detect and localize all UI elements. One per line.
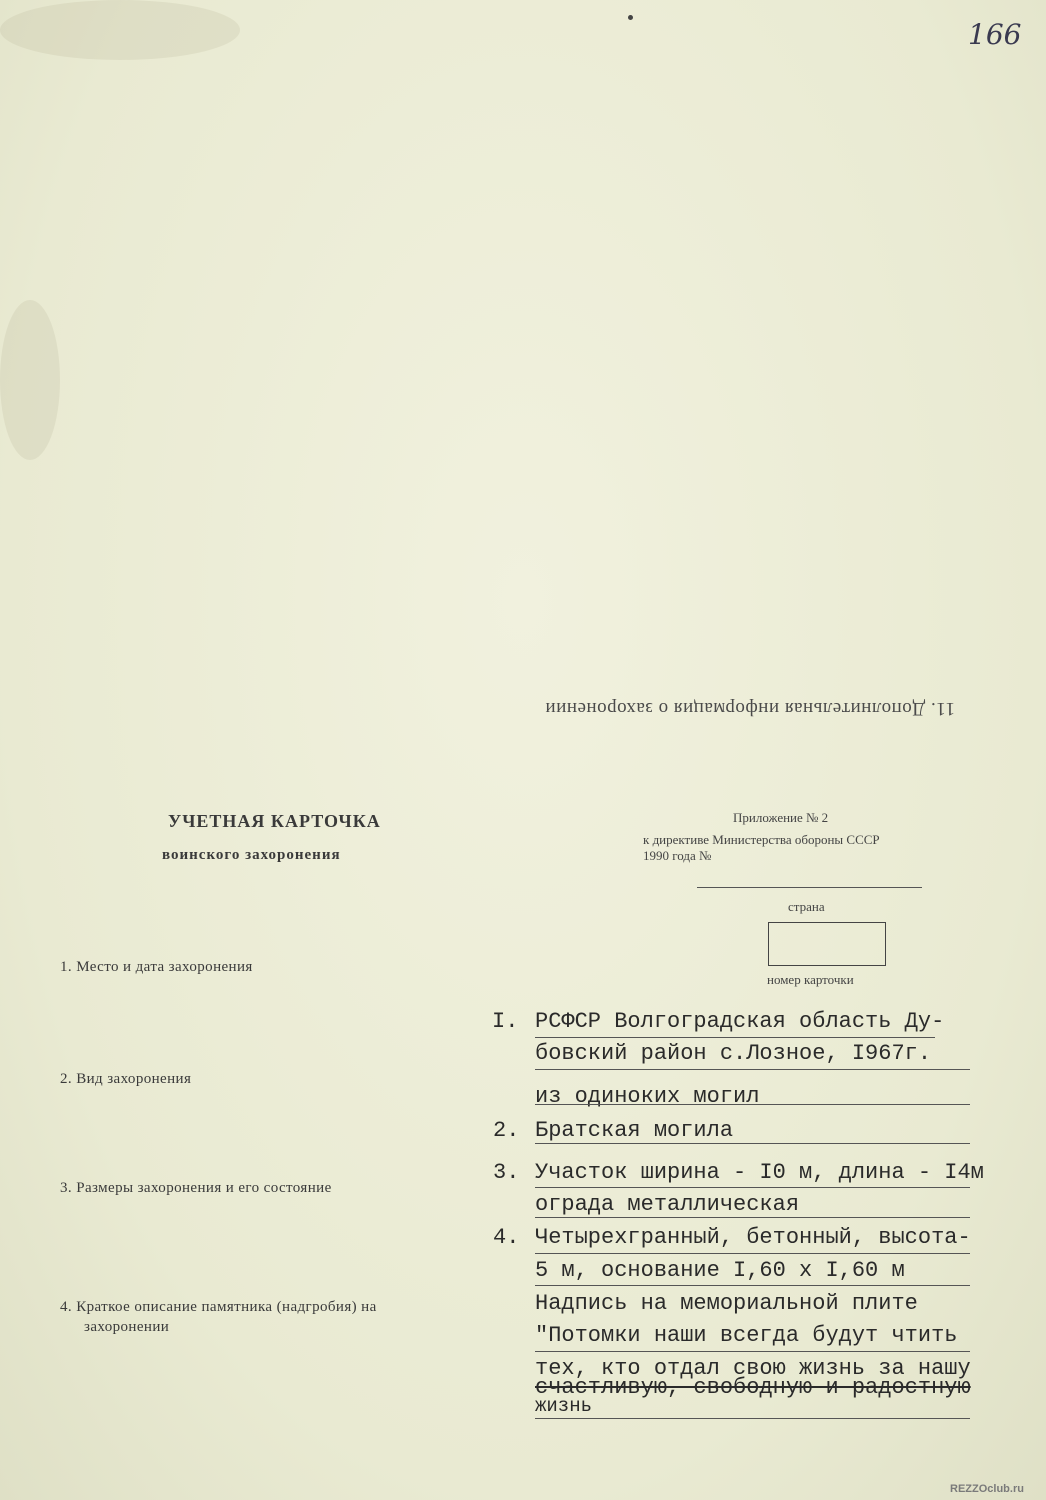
underline: [535, 1418, 970, 1419]
typed-line: Братская могила: [535, 1118, 734, 1143]
typed-line: бовский район с.Лозное, I967г.: [535, 1041, 932, 1066]
appendix-year: 1990 года №: [643, 848, 712, 863]
form-label-monument-desc: 4. Краткое описание памятника (надгробия) на: [60, 1299, 377, 1315]
mirrored-header-text: 11. Дополнительная информация о захоронении: [545, 698, 956, 719]
card-number-label: номер карточки: [767, 972, 854, 987]
watermark: REZZOclub.ru: [950, 1483, 1024, 1495]
typed-item-number: 4.: [493, 1225, 520, 1250]
typed-line: РСФСР Волгоградская область Ду-: [535, 1009, 945, 1034]
typed-item-number: 3.: [493, 1160, 520, 1185]
typed-line: из одиноких могил: [535, 1084, 760, 1109]
typed-item-number: 2.: [493, 1118, 520, 1143]
typed-line-crossed: счастливую, свободную и радостную: [535, 1375, 971, 1400]
underline: [535, 1285, 970, 1286]
typed-item-number: I.: [492, 1009, 519, 1034]
handwritten-page-number: 166: [968, 18, 1022, 51]
typed-line: Надпись на мемориальной плите: [535, 1291, 918, 1316]
typed-line: ограда металлическая: [535, 1192, 800, 1217]
form-label-burial-type: 2. Вид захоронения: [60, 1071, 192, 1087]
typed-line: тех, кто отдал свою жизнь за нашу: [535, 1356, 971, 1381]
underline: [535, 1351, 970, 1352]
underline: [535, 1253, 970, 1254]
typed-line: 5 м, основание I,60 x I,60 м: [535, 1258, 905, 1283]
country-label: страна: [788, 899, 825, 914]
underline: [535, 1069, 970, 1070]
underline: [535, 1104, 970, 1105]
paper-stain: [0, 0, 240, 60]
underline: [535, 1143, 970, 1144]
card-subtitle: воинского захоронения: [162, 847, 341, 863]
underline: [535, 1037, 935, 1038]
underline: [535, 1217, 970, 1218]
typed-line: Четырехгранный, бетонный, высота-: [535, 1225, 971, 1250]
paper-stain: [0, 300, 60, 460]
form-label-monument-desc-cont: захоронении: [84, 1319, 170, 1335]
form-label-dimensions: 3. Размеры захоронения и его состояние: [60, 1180, 332, 1196]
typed-line: жизнь: [535, 1395, 593, 1417]
card-number-box: [768, 922, 886, 966]
appendix-directive: к директиве Министерства обороны СССР: [643, 832, 880, 847]
country-line: [697, 887, 922, 888]
form-label-place-date: 1. Место и дата захоронения: [60, 959, 253, 975]
ink-dot: [628, 15, 633, 20]
typed-line: "Потомки наши всегда будут чтить: [535, 1323, 958, 1348]
appendix-title: Приложение № 2: [733, 810, 829, 825]
typed-line: Участок ширина - I0 м, длина - I4м: [535, 1160, 984, 1185]
underline: [535, 1187, 970, 1188]
card-title: УЧЕТНАЯ КАРТОЧКА: [168, 811, 381, 831]
